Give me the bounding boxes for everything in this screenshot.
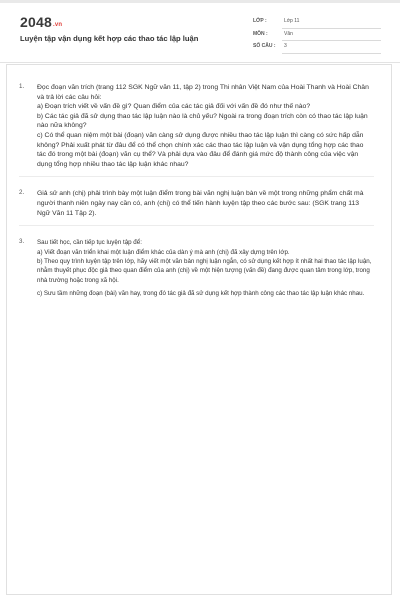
- meta-underline: [282, 40, 381, 41]
- meta-label: LỚP :: [253, 18, 267, 24]
- question-part-a: a) Viết đoạn văn triển khai một luận điểm khác của dàn ý mà anh (chị) đã xây dựng trên lớp.: [37, 248, 290, 256]
- question-1: [19, 83, 374, 169]
- meta-value: 3: [284, 43, 287, 49]
- question-divider: [19, 225, 374, 226]
- question-part-a: a) Đoạn trích viết về vấn đề gì? Quan điểm của các tác giả đối với vấn đề đó như thế nào?: [37, 103, 311, 111]
- page-title: Luyện tập vận dụng kết hợp các thao tác lập luận: [20, 34, 199, 43]
- meta-row-subject: [253, 30, 381, 43]
- question-number: 2.: [19, 189, 25, 197]
- header-divider: [0, 62, 400, 63]
- question-list: [19, 83, 374, 299]
- question-number: 3.: [19, 238, 25, 246]
- question-text: Đọc đoạn văn trích (trang 112 SGK Ngữ văn 11, tập 2) trong Thi nhân Việt Nam của Hoài Thanh và Hoài Chân và trả lời các câu hỏi:: [37, 84, 369, 101]
- meta-underline: [282, 28, 381, 29]
- meta-label: MÔN :: [253, 30, 268, 37]
- question-part-c: c) Sưu tầm những đoạn (bài) văn hay, trong đó tác giả đã sử dụng kết hợp thành công các thao tác lập luận khác nhau.: [37, 290, 365, 298]
- question-part-c: c) Có thể quan niệm một bài (đoạn) văn càng sử dụng được nhiều thao tác lập luận thì càng có sức hấp dẫn không? Phải xuất phát từ đâu để có thể chọn chính xác các thao tác lập luận và vận dụng tổng hợp các thao tác đó trong một bài (đoạn) văn cụ thể? Và phải dựa vào đâu để đánh giá mức độ thành công của việc vận dụng tổng hợp nhiều thao tác lập luận khác nhau?: [37, 131, 364, 168]
- meta-label: SỐ CÂU :: [253, 43, 276, 49]
- meta-underline: [282, 53, 381, 54]
- logo-suffix: .vn: [52, 22, 63, 28]
- question-part-b: b) Các tác giả đã sử dụng thao tác lập luận nào là chủ yếu? Ngoài ra trong đoạn trích còn có thao tác lập luận nào nữa không?: [37, 112, 368, 130]
- question-2: [19, 189, 374, 218]
- top-rule: [0, 0, 400, 3]
- meta-info: [253, 17, 381, 55]
- question-text: Giả sử anh (chị) phải trình bày một luận điểm trong bài văn nghị luận bàn về một trong những phẩm chất mà người thanh niên ngày nay cần có, anh (chị) có thể tiến hành luyện tập theo các bước sau: (SGK trang 113 Ngữ Văn 11 Tập 2).: [37, 190, 364, 217]
- question-part-b: b) Theo quy trình luyện tập trên lớp, hãy viết một văn bản nghị luận ngắn, có sử dụng kết hợp ít nhất hai thao tác lập luận, nhằm thuyết phục độc giả theo quan điểm của anh (chị) về một hiện tượng (vấn đề) đang được quan tâm trong lớp, trong nhà trường hoặc trong xã hội.: [37, 257, 372, 284]
- meta-row-class: [253, 17, 381, 30]
- meta-value: Lớp 11: [284, 18, 300, 24]
- question-divider: [19, 176, 374, 177]
- site-logo[interactable]: [20, 14, 62, 30]
- question-text: Sau tiết học, cần tiếp tục luyện tập để:: [37, 239, 142, 247]
- logo-text: 2048: [20, 14, 52, 30]
- question-3: [19, 238, 374, 298]
- meta-value: Văn: [284, 30, 293, 37]
- question-number: 1.: [19, 83, 25, 90]
- meta-row-count: [253, 42, 381, 55]
